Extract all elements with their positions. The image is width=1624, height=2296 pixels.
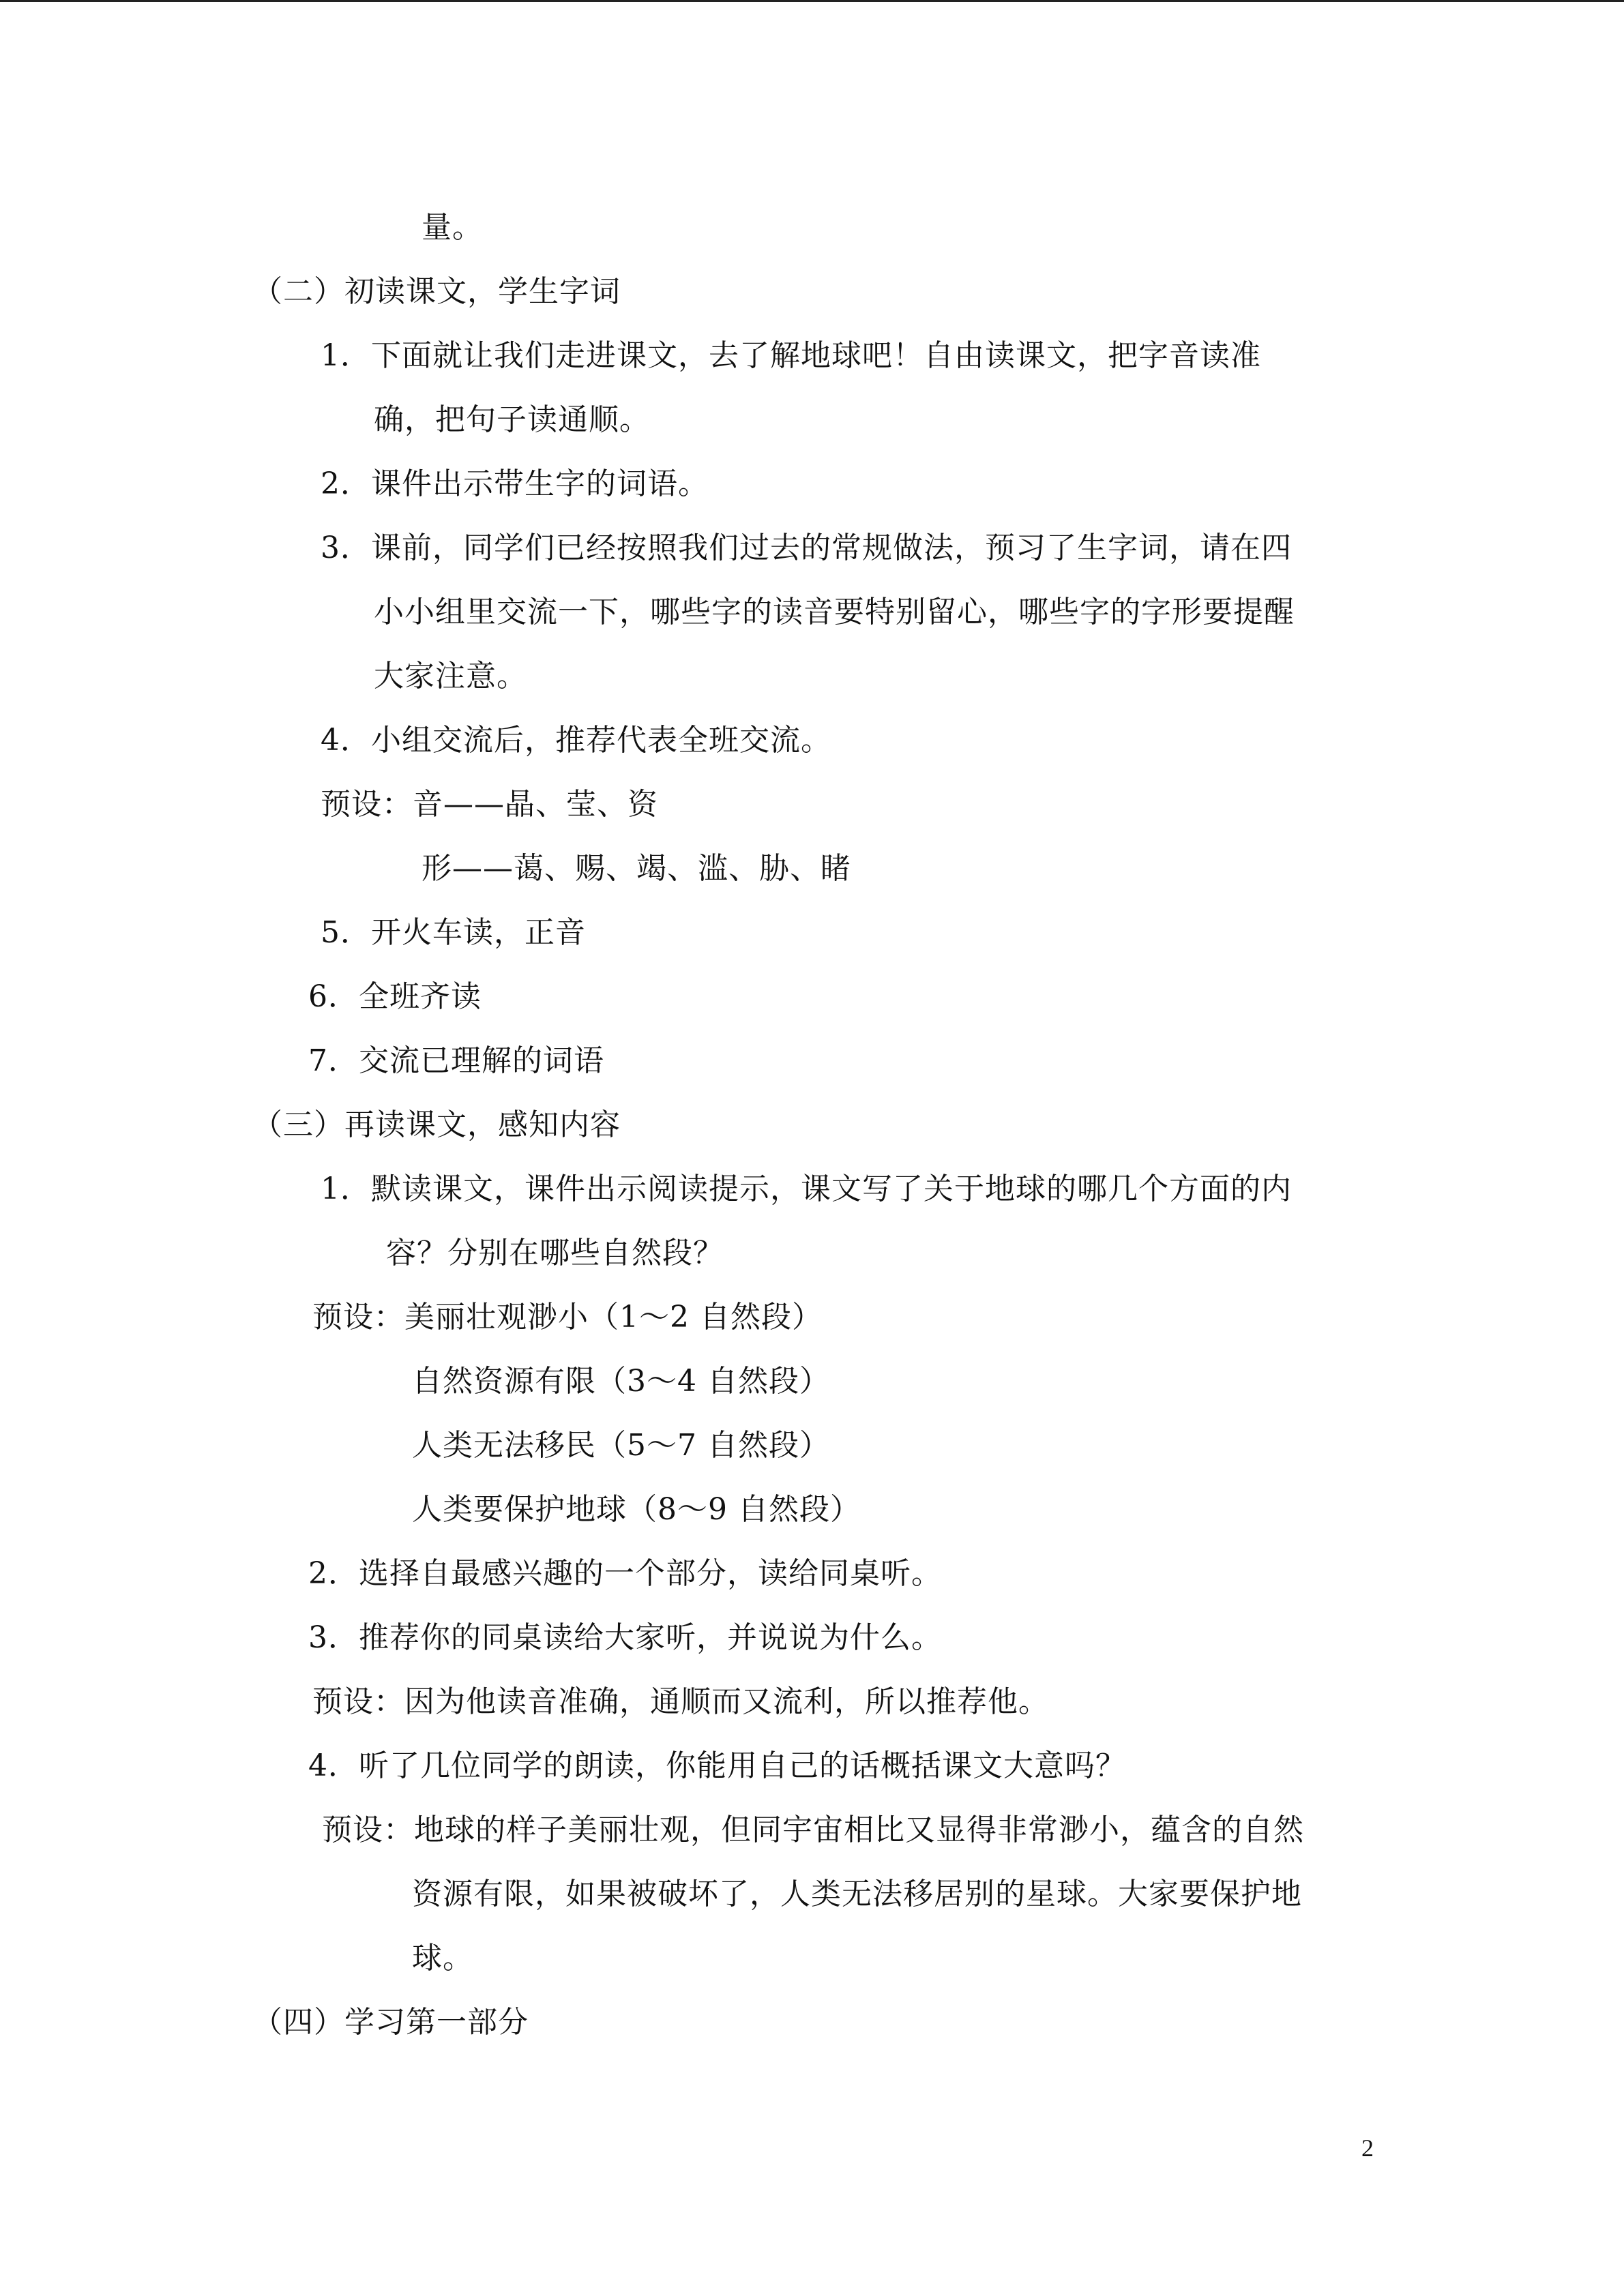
text-line: 2．课件出示带生字的词语。 — [321, 466, 709, 501]
text-line: 5．开火车读，正音 — [321, 915, 586, 950]
text-line: 小小组里交流一下，哪些字的读音要特别留心，哪些字的字形要提醒 — [374, 595, 1295, 629]
text-line: 资源有限，如果被破坏了，人类无法移居别的星球。大家要保护地 — [412, 1877, 1302, 1911]
text-line: 球。 — [412, 1941, 473, 1976]
page-top-border — [0, 0, 1624, 2]
text-line: 1．默读课文，课件出示阅读提示，课文写了关于地球的哪几个方面的内 — [321, 1172, 1292, 1206]
text-line: 量。 — [422, 210, 483, 245]
text-line: 预设：美丽壮观渺小（1～2 自然段） — [312, 1300, 823, 1335]
text-line: 7．交流已理解的词语 — [308, 1043, 604, 1078]
text-line: 人类无法移民（5～7 自然段） — [412, 1428, 830, 1463]
text-line: 1．下面就让我们走进课文，去了解地球吧！自由读课文，把字音读准 — [321, 338, 1261, 373]
text-line: 确，把句子读通顺。 — [374, 402, 650, 437]
text-line: 3．课前，同学们已经按照我们过去的常规做法，预习了生字词，请在四 — [321, 531, 1292, 565]
text-line: 大家注意。 — [374, 659, 527, 694]
text-line: 2．选择自最感兴趣的一个部分，读给同桌听。 — [308, 1556, 942, 1591]
section-heading-4: （四）学习第一部分 — [252, 2005, 529, 2040]
text-line: 4．听了几位同学的朗读，你能用自己的话概括课文大意吗？ — [308, 1748, 1126, 1783]
text-line: 容？分别在哪些自然段？ — [386, 1236, 724, 1270]
text-line: 预设：地球的样子美丽壮观，但同宇宙相比又显得非常渺小，蕴含的自然 — [322, 1813, 1304, 1847]
text-line: 6．全班齐读 — [308, 979, 482, 1014]
text-line: 形——蔼、赐、竭、滥、胁、睹 — [422, 851, 851, 886]
text-line: 4．小组交流后，推荐代表全班交流。 — [321, 723, 831, 758]
text-line: 人类要保护地球（8～9 自然段） — [412, 1492, 861, 1527]
text-line: 预设：因为他读音准确，通顺而又流利，所以推荐他。 — [312, 1684, 1049, 1719]
section-heading-3: （三）再读课文，感知内容 — [252, 1107, 621, 1142]
text-line: 自然资源有限（3～4 自然段） — [412, 1364, 830, 1399]
page-number: 2 — [1361, 2134, 1374, 2162]
section-heading-2: （二）初读课文，学生字词 — [252, 274, 621, 309]
text-line: 预设：音——晶、莹、资 — [321, 787, 658, 822]
text-line: 3．推荐你的同桌读给大家听，并说说为什么。 — [308, 1620, 942, 1655]
